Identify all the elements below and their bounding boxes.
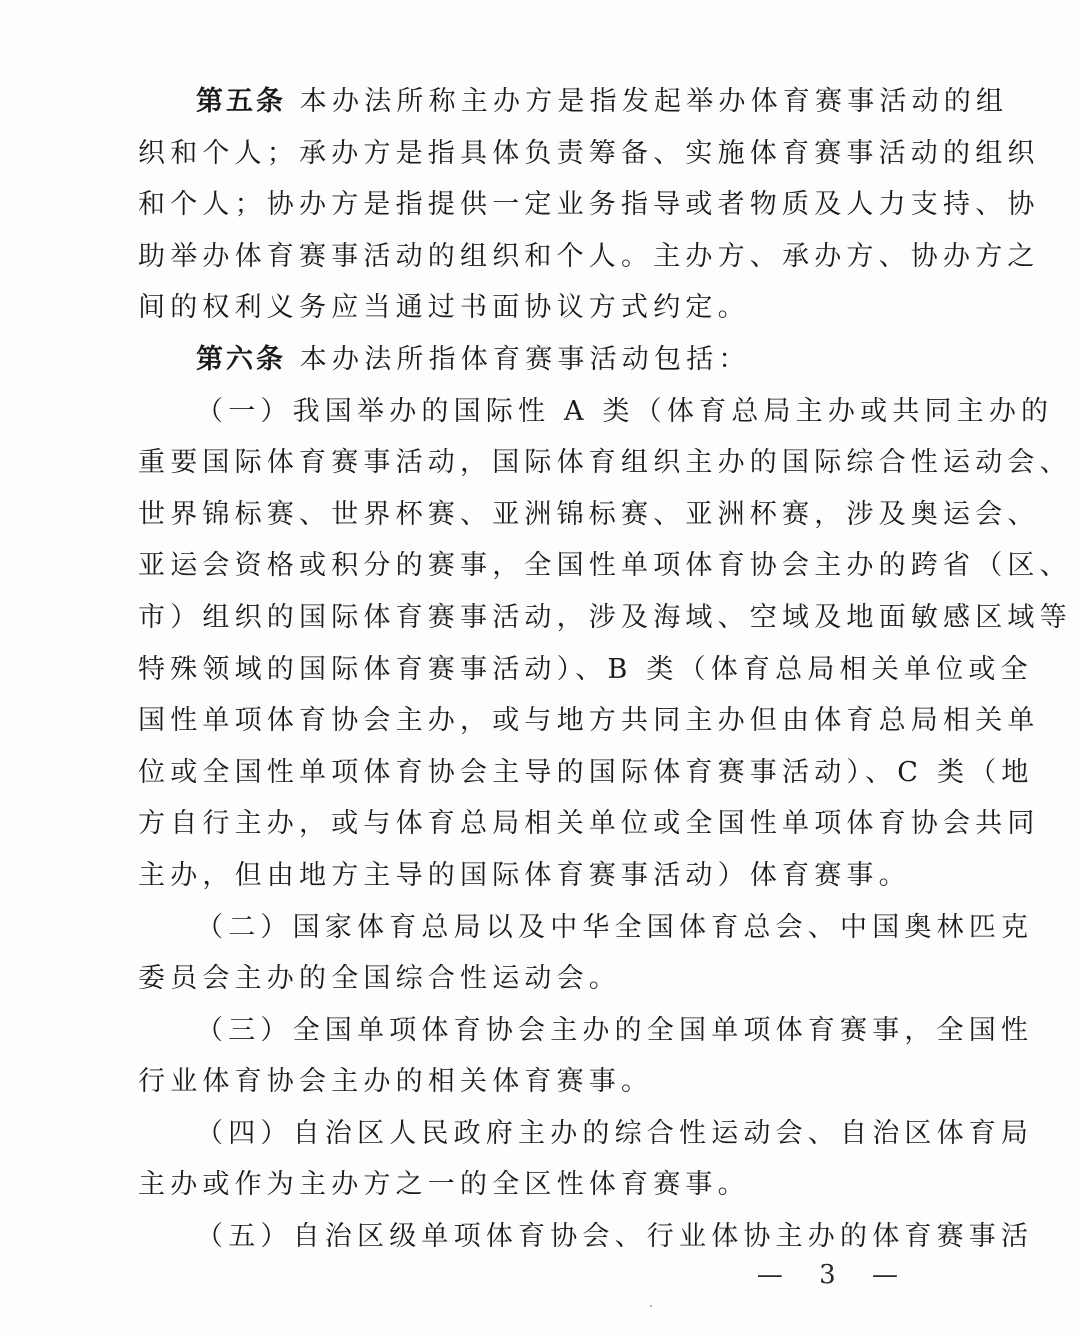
item1-line-8: 位或全国性单项体育协会主导的国际体育赛事活动）、C 类（地 [138,756,1034,788]
article5-line-5: 间的权利义务应当通过书面协议方式约定。 [138,292,750,324]
item3-line-2: 行业体育协会主办的相关体育赛事。 [138,1066,654,1098]
article5-title: 第五条 [196,86,286,117]
document-body [138,76,1072,1263]
article6-title: 第六条 [196,343,286,375]
item1-line-4: 亚运会资格或积分的赛事，全国性单项体育协会主办的跨省（区、 [138,550,1072,582]
item1-line-6: 特殊领域的国际体育赛事活动）、B 类（体育总局相关单位或全 [138,653,1033,685]
article6-line-intro [138,334,944,386]
article5-line-3: 和个人；协办方是指提供一定业务指导或者物质及人力支持、协 [138,189,1040,221]
article5-text: 本办法所称主办方是指发起举办体育赛事活动的组 [299,86,1009,117]
item1-line-2: 重要国际体育赛事活动，国际体育组织主办的国际综合性运动会、 [138,447,1072,479]
article5-line-4: 助举办体育赛事活动的组织和个人。主办方、承办方、协办方之 [138,240,1040,272]
item1-line-1: （一）我国举办的国际性 A 类（体育总局主办或共同主办的 [196,395,1054,427]
item1-line-3: 世界锦标赛、世界杯赛、亚洲锦标赛、亚洲杯赛，涉及奥运会、 [138,498,1040,530]
item1-line-9: 方自行主办，或与体育总局相关单位或全国性单项体育协会共同 [138,808,1040,840]
item4-line-2: 主办或作为主办方之一的全区性体育赛事。 [138,1169,750,1201]
item1-line-5: 市）组织的国际体育赛事活动，涉及海域、空域及地面敏感区域等 [138,601,1072,633]
item5-line-1: （五）自治区级单项体育协会、行业体协主办的体育赛事活 [196,1221,1034,1253]
scan-speck [650,1305,652,1307]
item4-line-1: （四）自治区人民政府主办的综合性运动会、自治区体育局 [196,1117,1034,1149]
article6-intro: 本办法所指体育赛事活动包括： [299,343,751,375]
item1-line-10: 主办，但由地方主导的国际体育赛事活动）体育赛事。 [138,859,911,891]
item3-line-1: （三）全国单项体育协会主办的全国单项体育赛事，全国性 [196,1014,1034,1046]
item1-line-7: 国性单项体育协会主办，或与地方共同主办但由体育总局相关单 [138,705,1040,737]
page-number: — 3 — [756,1260,912,1290]
article5-line-2: 织和个人；承办方是指具体负责筹备、实施体育赛事活动的组织 [138,137,1040,169]
article5-line-1 [138,76,1009,128]
item2-line-1: （二）国家体育总局以及中华全国体育总会、中国奥林匹克 [196,911,1034,943]
item2-line-2: 委员会主办的全国综合性运动会。 [138,963,621,995]
